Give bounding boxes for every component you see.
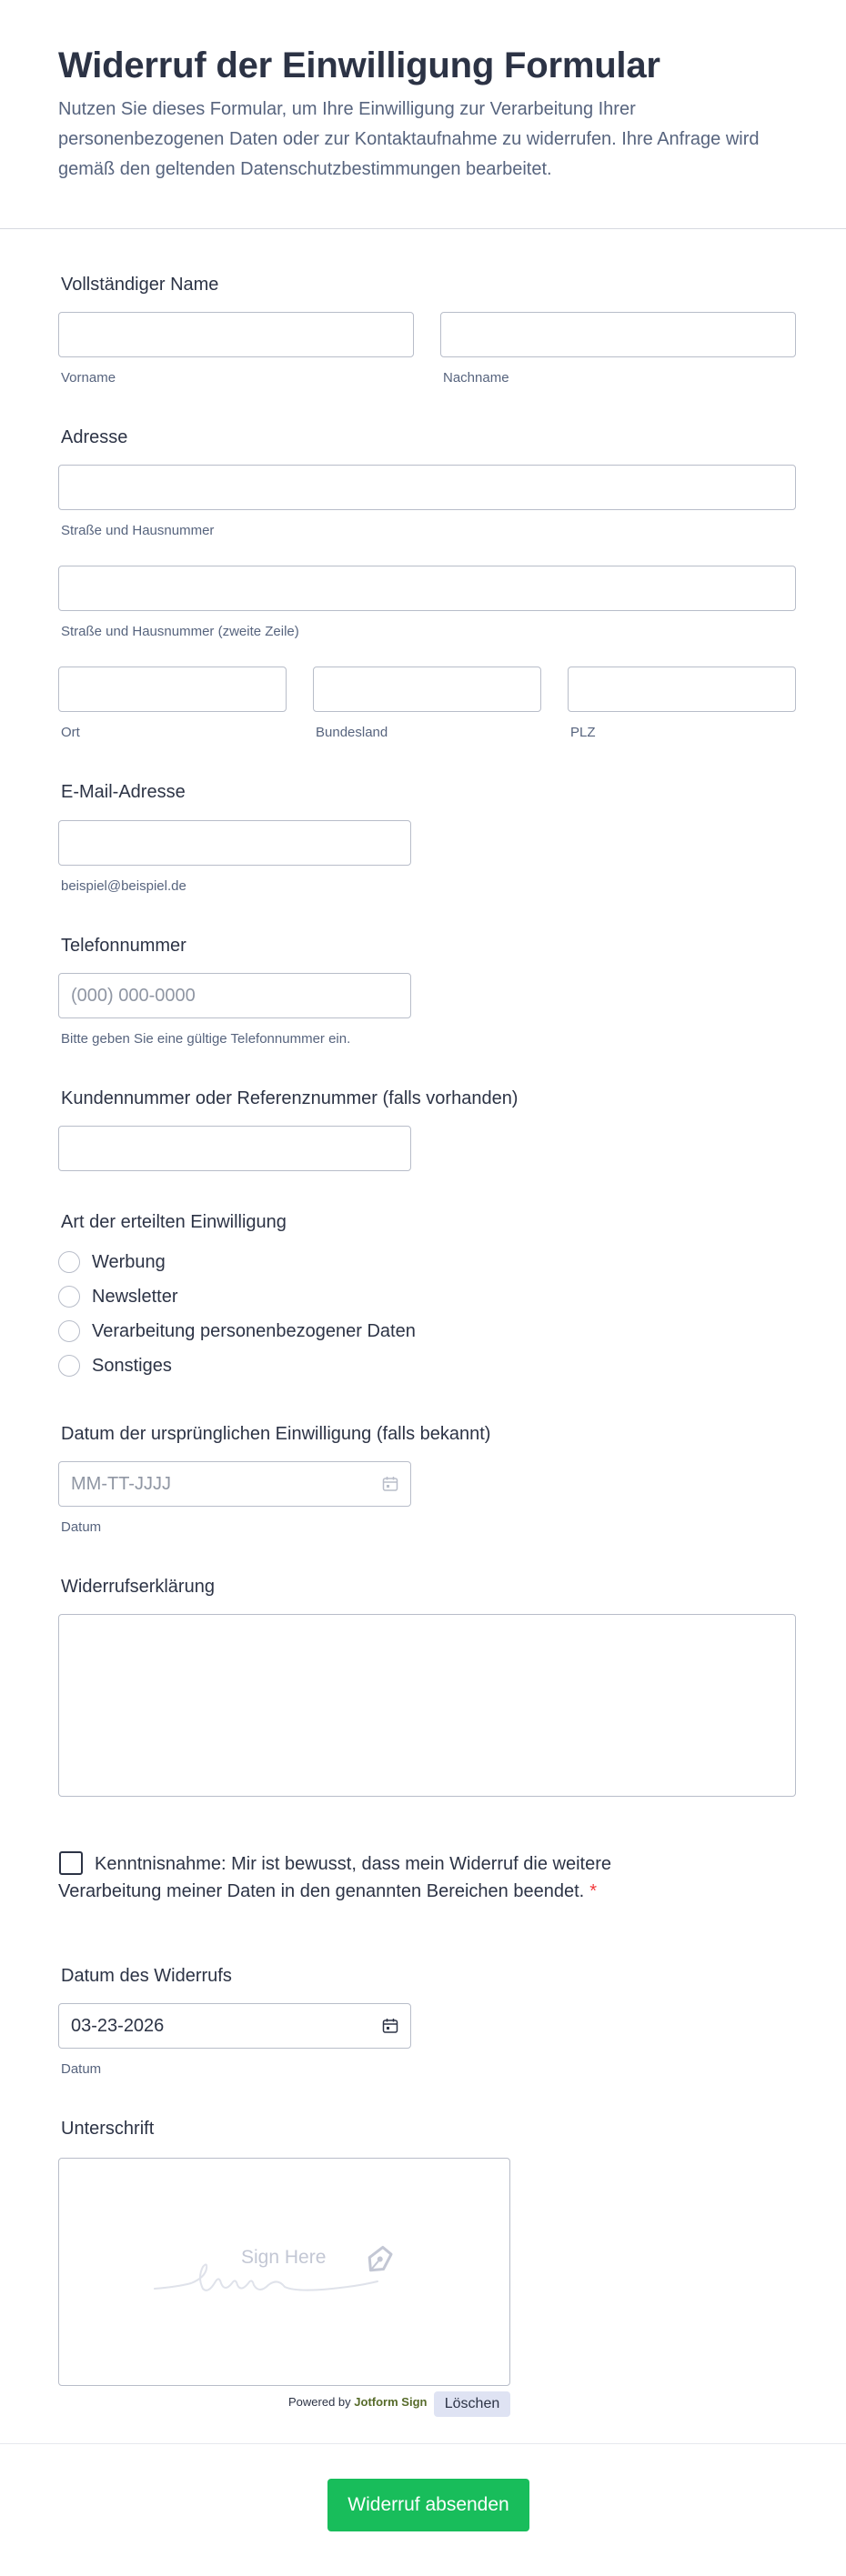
calendar-icon[interactable] xyxy=(381,1475,399,1493)
consent-type-label: Art der erteilten Einwilligung xyxy=(61,1212,287,1232)
statement-label: Widerrufserklärung xyxy=(61,1577,215,1597)
phone-sublabel: Bitte geben Sie eine gültige Telefonnummer ein. xyxy=(61,1031,351,1047)
powered-prefix: Powered by xyxy=(288,2395,351,2409)
radio-option-other[interactable] xyxy=(58,1353,172,1378)
original-date-input[interactable] xyxy=(58,1461,411,1507)
radio-button[interactable] xyxy=(58,1320,80,1342)
form-header xyxy=(0,0,846,229)
email-label: E-Mail-Adresse xyxy=(61,782,186,802)
zip-input[interactable] xyxy=(568,667,796,712)
required-asterisk: * xyxy=(589,1881,597,1901)
city-sublabel: Ort xyxy=(61,725,80,740)
customer-number-label: Kundennummer oder Referenznummer (falls vorhanden) xyxy=(61,1088,519,1108)
acknowledgement-label: Kenntnisnahme: Mir ist bewusst, dass mein Widerruf die weitere Verarbeitung meiner Daten in den genannten Bereichen beendet. xyxy=(58,1854,612,1901)
radio-button[interactable] xyxy=(58,1251,80,1273)
first-name-input[interactable] xyxy=(58,312,414,357)
radio-option-label: Verarbeitung personenbezogener Daten xyxy=(92,1320,416,1341)
original-date-sublabel: Datum xyxy=(61,1519,102,1535)
street-line2-input[interactable] xyxy=(58,566,796,611)
radio-option-personal-data[interactable] xyxy=(58,1318,416,1344)
radio-option-label: Werbung xyxy=(92,1251,166,1272)
revocation-date-label: Datum des Widerrufs xyxy=(61,1966,232,1986)
jotform-sign-brand: Jotform Sign xyxy=(354,2395,428,2409)
signature-label: Unterschrift xyxy=(61,2119,155,2139)
radio-button[interactable] xyxy=(58,1286,80,1308)
revocation-date-sublabel: Datum xyxy=(61,2061,102,2077)
full-name-label: Vollständiger Name xyxy=(61,275,219,295)
powered-by-text xyxy=(288,2395,427,2409)
phone-label: Telefonnummer xyxy=(61,936,186,956)
customer-number-input[interactable] xyxy=(58,1126,411,1171)
zip-sublabel: PLZ xyxy=(570,725,596,740)
acknowledgement-text xyxy=(58,1850,713,1905)
revocation-date-input[interactable] xyxy=(58,2003,411,2049)
radio-button[interactable] xyxy=(58,1355,80,1377)
statement-textarea[interactable] xyxy=(58,1614,796,1797)
calendar-icon[interactable] xyxy=(381,2017,399,2035)
radio-option-werbung[interactable] xyxy=(58,1249,166,1275)
radio-option-label: Sonstiges xyxy=(92,1355,172,1376)
first-name-sublabel: Vorname xyxy=(61,370,116,386)
page-title: Widerruf der Einwilligung Formular xyxy=(58,45,660,85)
page-subtitle: Nutzen Sie dieses Formular, um Ihre Einwilligung zur Verarbeitung Ihrer personenbezogenen Daten oder zur Kontaktaufnahme zu widerrufen. Ihre Anfrage wird gemäß den geltenden Datenschutzbestimmungen bearbeitet. xyxy=(58,99,760,179)
clear-signature-button[interactable]: Löschen xyxy=(434,2391,510,2417)
address-label: Adresse xyxy=(61,427,128,447)
state-input[interactable] xyxy=(313,667,541,712)
last-name-sublabel: Nachname xyxy=(443,370,509,386)
street-sublabel: Straße und Hausnummer xyxy=(61,523,215,538)
email-sublabel: beispiel@beispiel.de xyxy=(61,878,186,894)
radio-option-label: Newsletter xyxy=(92,1286,178,1307)
state-sublabel: Bundesland xyxy=(316,725,388,740)
street-line2-sublabel: Straße und Hausnummer (zweite Zeile) xyxy=(61,624,299,639)
sign-here-placeholder: Sign Here xyxy=(241,2247,327,2268)
street-input[interactable] xyxy=(58,465,796,510)
radio-option-newsletter[interactable] xyxy=(58,1284,177,1309)
submit-button[interactable]: Widerruf absenden xyxy=(327,2479,529,2531)
footer-divider xyxy=(0,2443,846,2444)
original-date-label: Datum der ursprünglichen Einwilligung (falls bekannt) xyxy=(61,1424,491,1444)
phone-input[interactable] xyxy=(58,973,411,1018)
last-name-input[interactable] xyxy=(440,312,796,357)
city-input[interactable] xyxy=(58,667,287,712)
email-input[interactable] xyxy=(58,820,411,866)
